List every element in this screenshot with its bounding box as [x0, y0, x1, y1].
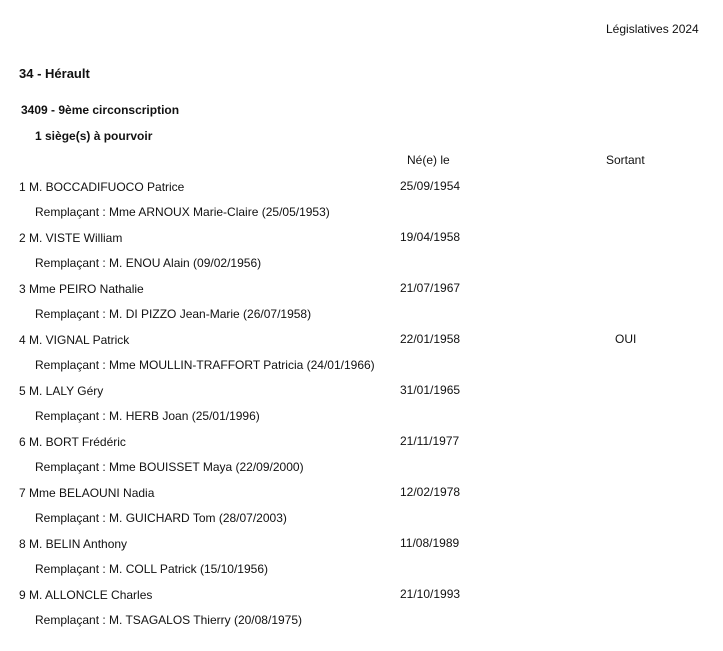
replacement-line: Remplaçant : Mme BOUISSET Maya (22/09/2000) — [35, 460, 304, 474]
candidate-birthdate: 25/09/1954 — [400, 179, 461, 193]
candidate-name: 6 M. BORT Frédéric — [19, 435, 126, 449]
candidate-birthdate: 31/01/1965 — [400, 383, 461, 397]
replacement-line: Remplaçant : M. TSAGALOS Thierry (20/08/1975) — [35, 613, 303, 627]
candidate-name: 8 M. BELIN Anthony — [19, 537, 128, 551]
born-column-header: Né(e) le — [407, 153, 450, 167]
candidate-birthdate: 21/11/1977 — [400, 434, 460, 448]
outgoing-column-header: Sortant — [606, 153, 645, 167]
circonscription-heading: 3409 - 9ème circonscription — [21, 103, 180, 117]
candidate-name: 9 M. ALLONCLE Charles — [19, 588, 153, 602]
seats-label: 1 siège(s) à pourvoir — [35, 129, 153, 143]
candidate-birthdate: 21/10/1993 — [400, 587, 461, 601]
candidate-name: 5 M. LALY Géry — [19, 384, 104, 398]
replacement-line: Remplaçant : M. HERB Joan (25/01/1996) — [35, 409, 260, 423]
candidate-name: 4 M. VIGNAL Patrick — [19, 333, 130, 347]
replacement-line: Remplaçant : M. DI PIZZO Jean-Marie (26/07/1958) — [35, 307, 312, 321]
replacement-line: Remplaçant : Mme MOULLIN-TRAFFORT Patricia (24/01/1966) — [35, 358, 375, 372]
candidate-birthdate: 22/01/1958 — [400, 332, 461, 346]
replacement-line: Remplaçant : Mme ARNOUX Marie-Claire (25/05/1953) — [35, 205, 330, 219]
candidate-birthdate: 12/02/1978 — [400, 485, 461, 499]
election-title: Législatives 2024 — [606, 22, 699, 36]
replacement-line: Remplaçant : M. COLL Patrick (15/10/1956) — [35, 562, 268, 576]
candidate-name: 7 Mme BELAOUNI Nadia — [19, 486, 155, 500]
replacement-line: Remplaçant : M. ENOU Alain (09/02/1956) — [35, 256, 262, 270]
candidate-name: 2 M. VISTE William — [19, 231, 123, 245]
candidate-name: 3 Mme PEIRO Nathalie — [19, 282, 144, 296]
candidate-name: 1 M. BOCCADIFUOCO Patrice — [19, 180, 185, 194]
outgoing-flag: OUI — [615, 332, 637, 346]
department-heading: 34 - Hérault — [19, 66, 90, 81]
candidate-birthdate: 11/08/1989 — [400, 536, 460, 550]
candidate-birthdate: 21/07/1967 — [400, 281, 461, 295]
replacement-line: Remplaçant : M. GUICHARD Tom (28/07/2003) — [35, 511, 287, 525]
candidate-birthdate: 19/04/1958 — [400, 230, 461, 244]
